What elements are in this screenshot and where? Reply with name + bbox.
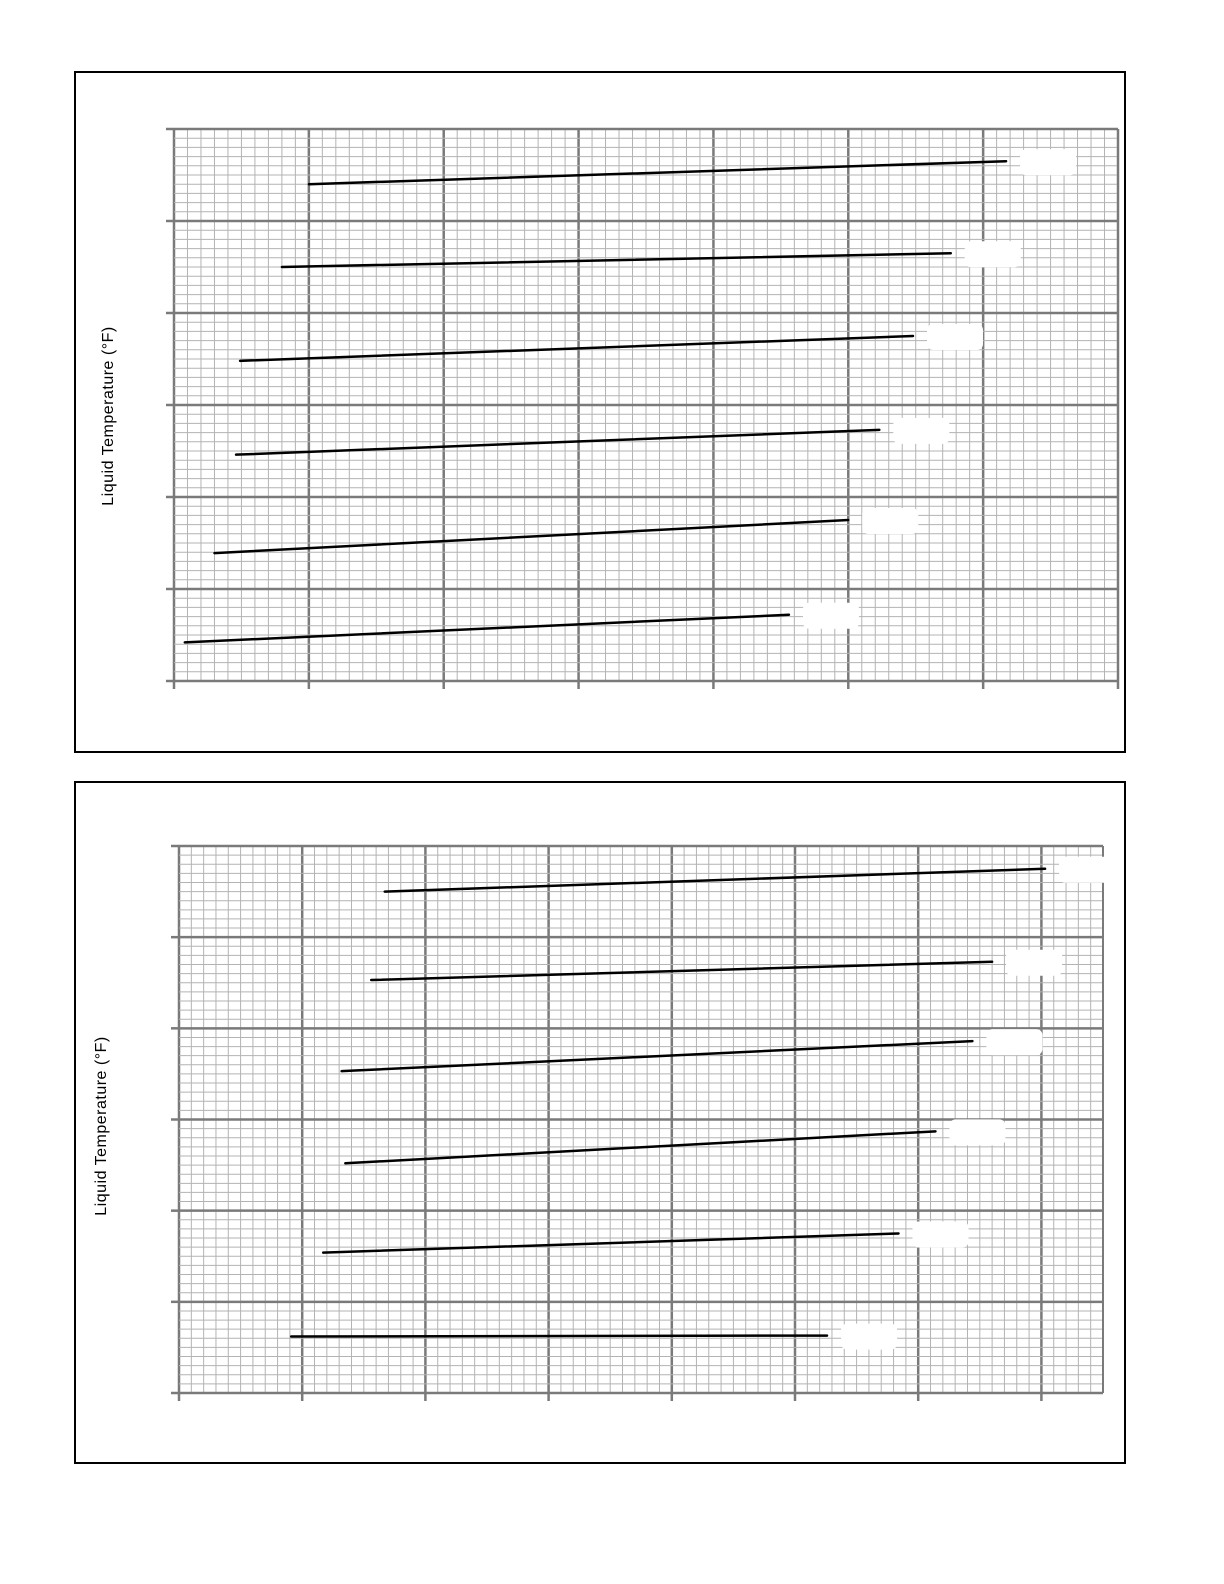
series-label-box-1 (1059, 857, 1115, 883)
series-line-6 (185, 615, 789, 643)
series-label-box-1 (1020, 149, 1076, 175)
series-label-box-2 (1006, 950, 1062, 976)
series-line-3 (240, 336, 913, 361)
chart-top (76, 73, 1124, 751)
series-label-box-2 (965, 241, 1021, 267)
series-label-box-3 (927, 324, 983, 350)
series-label-box-5 (912, 1221, 968, 1247)
series-line-1 (309, 161, 1006, 184)
chart-panel-bottom (74, 781, 1126, 1464)
series-line-2 (282, 253, 951, 267)
y-axis-label: Liquid Temperature (°F) (100, 326, 117, 506)
series-label-box-6 (803, 603, 859, 629)
y-axis-label: Liquid Temperature (°F) (93, 1036, 110, 1216)
series-label-box-4 (949, 1119, 1005, 1145)
series-label-box-6 (841, 1324, 897, 1350)
series-label-box-4 (893, 418, 949, 444)
grid (174, 129, 1118, 681)
series-line-5 (323, 1233, 898, 1252)
chart-panel-top (74, 71, 1126, 753)
series-label-box-5 (862, 508, 918, 534)
series-line-6 (291, 1336, 827, 1337)
chart-bottom (76, 783, 1124, 1462)
series-label-box-3 (986, 1029, 1042, 1055)
series-line-1 (385, 869, 1045, 892)
